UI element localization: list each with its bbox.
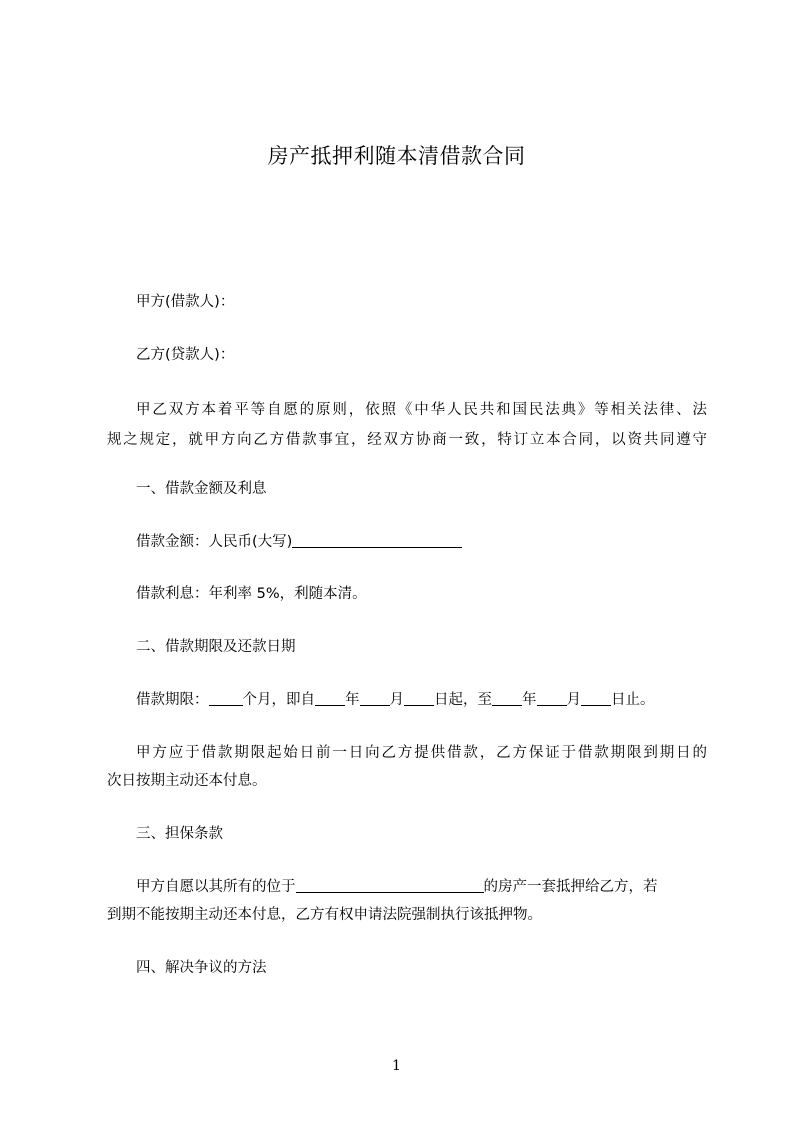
page-number: 1	[392, 1058, 401, 1074]
party-a-label: 甲方(借款人)：	[136, 294, 235, 310]
guarantee-line-2: 到期不能按期主动还本付息，乙方有权申请法院强制执行该抵押物。	[107, 907, 542, 923]
end-day-blank	[581, 691, 611, 706]
guarantee-prefix: 甲方自愿以其所有的位于	[136, 879, 296, 895]
loan-amount-label: 借款金额：人民币(大写)	[136, 534, 293, 550]
start-month-blank	[360, 691, 390, 706]
term-paragraph-line-2: 次日按期主动还本付息。	[107, 773, 267, 789]
term-paragraph-line-1: 甲方应于借款期限起始日前一日向乙方提供借款，乙方保证于借款期限到期日的	[136, 745, 707, 761]
term-months-blank	[209, 691, 243, 706]
term-day-1: 日起，至	[434, 692, 492, 708]
loan-amount-line	[136, 532, 707, 552]
term-months-suffix: 个月，即自	[242, 692, 315, 708]
term-year-1: 年	[345, 692, 360, 708]
loan-amount-blank	[292, 533, 462, 548]
guarantee-line-1	[136, 877, 707, 897]
loan-interest-line: 借款利息：年利率 5%，利随本清。	[136, 586, 367, 602]
term-day-2: 日止。	[611, 692, 655, 708]
property-location-blank	[296, 878, 484, 893]
preamble-line-2: 规之规定，就甲方向乙方借款事宜，经双方协商一致，特订立本合同，以资共同遵守	[107, 432, 707, 448]
section-3-heading: 三、担保条款	[136, 826, 223, 842]
term-month-1: 月	[389, 692, 404, 708]
start-year-blank	[315, 691, 345, 706]
section-4-heading: 四、解决争议的方法	[136, 960, 267, 976]
start-day-blank	[404, 691, 434, 706]
section-1-heading: 一、借款金额及利息	[136, 481, 267, 497]
loan-term-line	[136, 690, 707, 710]
end-month-blank	[537, 691, 567, 706]
preamble-line-1: 甲乙双方本着平等自愿的原则，依照《中华人民共和国民法典》等相关法律、法	[136, 402, 707, 418]
term-year-2: 年	[522, 692, 537, 708]
term-label: 借款期限：	[136, 692, 209, 708]
end-year-blank	[492, 691, 522, 706]
document-title: 房产抵押利随本清借款合同	[267, 144, 526, 168]
section-2-heading: 二、借款期限及还款日期	[136, 639, 296, 655]
party-b-label: 乙方(贷款人)：	[136, 347, 235, 363]
guarantee-suffix: 的房产一套抵押给乙方，若	[483, 879, 658, 895]
term-month-2: 月	[566, 692, 581, 708]
